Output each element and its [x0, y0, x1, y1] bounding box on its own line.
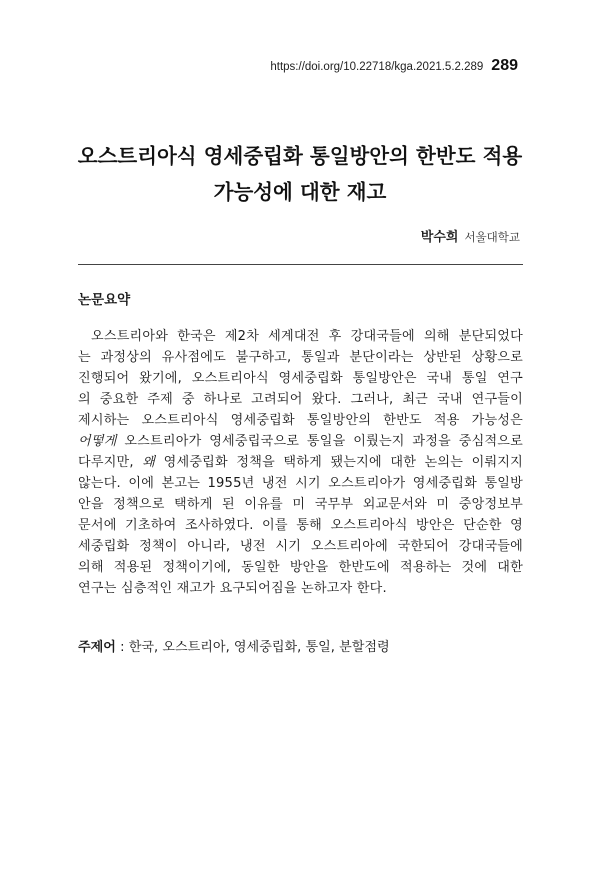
emphasis-why: 왜 [142, 455, 156, 470]
abstract-line: 문서에 기초하여 조사하였다. 이를 통해 오스트리아식 방안은 단순한 영 [78, 518, 523, 533]
author-name: 박수희 [420, 230, 459, 245]
abstract-line: 의 중요한 주제 중 하나로 고려되어 왔다. 그러나, 최근 국내 연구들이 [78, 392, 523, 407]
abstract-line: 는 과정상의 유사점에도 불구하고, 통일과 분단이라는 상반된 상황으로 [78, 350, 523, 365]
divider [78, 264, 523, 265]
page-header [270, 57, 518, 75]
abstract-line: 연구는 심층적인 재고가 요구되어짐을 논하고자 한다. [78, 581, 387, 596]
keywords [78, 636, 390, 655]
abstract-line: 진행되어 왔기에, 오스트리아식 영세중립화 통일방안은 국내 통일 연구 [78, 371, 523, 386]
abstract-line: 오스트리아와 한국은 제2차 세계대전 후 강대국들에 의해 분단되었다 [91, 329, 523, 344]
abstract-line [78, 452, 523, 473]
abstract-line [78, 431, 523, 452]
abstract-line: 않는다. 이에 본고는 1955년 냉전 시기 오스트리아가 영세중립화 통일방 [78, 476, 523, 491]
abstract-line: 의해 적용된 정책이기에, 동일한 방안을 한반도에 적용하는 것에 대한 [78, 560, 523, 575]
emphasis-how: 어떻게 [78, 434, 117, 449]
abstract-line-text: 오스트리아가 영세중립국으로 통일을 이뤘는지 과정을 중심적으로 [116, 434, 523, 449]
doi-link[interactable]: https://doi.org/10.22718/kga.2021.5.2.289 [270, 61, 484, 73]
abstract-line-text: 다루지만, [78, 455, 143, 470]
keywords-label: 주제어 [78, 640, 116, 655]
abstract-body [78, 326, 523, 599]
paper-title [0, 138, 600, 210]
keywords-text: 한국, 오스트리아, 영세중립화, 통일, 분할점령 [128, 640, 390, 655]
author-affiliation: 서울대학교 [464, 230, 520, 244]
title-line-1: 오스트리아식 영세중립화 통일방안의 한반도 적용 [77, 144, 523, 168]
abstract-line: 세중립화 정책이 아니라, 냉전 시기 오스트리아에 국한되어 강대국들에 [78, 539, 523, 554]
page-number: 289 [491, 57, 518, 74]
keywords-separator: : [115, 640, 129, 655]
abstract-line-text: 영세중립화 정책을 택하게 됐는지에 대한 논의는 이뤄지지 [155, 455, 523, 470]
abstract-line: 제시하는 오스트리아식 영세중립화 통일방안의 한반도 적용 가능성은 [78, 413, 523, 428]
abstract-line: 안을 정책으로 택하게 된 이유를 미 국무부 외교문서와 미 중앙정보부 [78, 497, 523, 512]
author-block [421, 226, 520, 245]
abstract-heading: 논문요약 [78, 292, 131, 308]
title-line-2: 가능성에 대한 재고 [213, 180, 387, 204]
